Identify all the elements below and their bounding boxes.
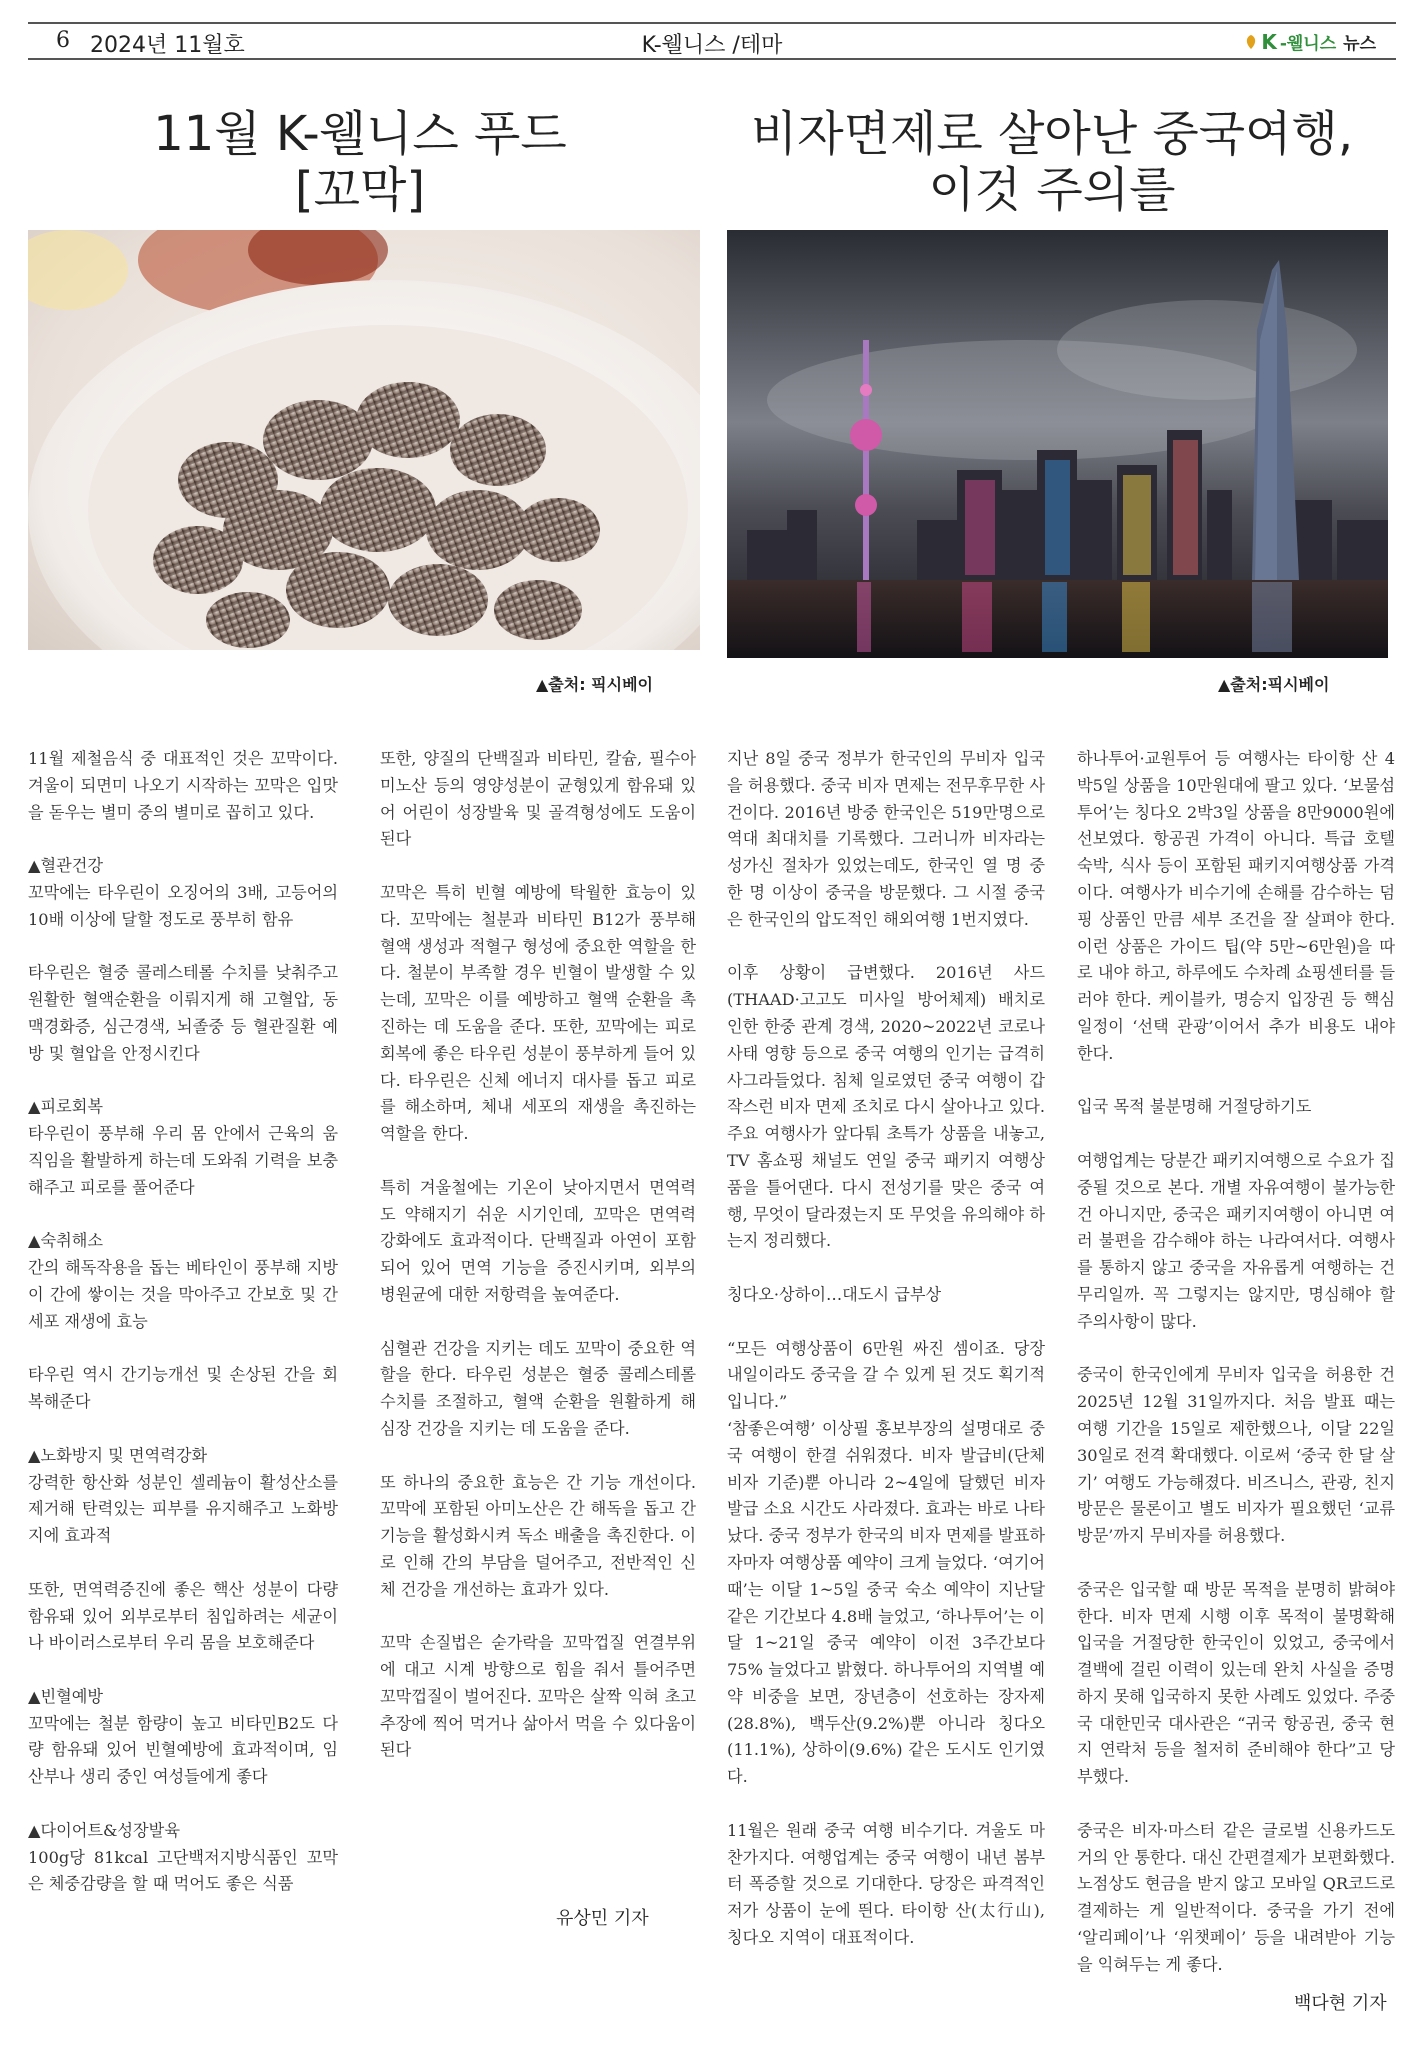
paragraph-text: 하나투어·교원투어 등 여행사는 타이항 산 4박5일 상품을 10만원대에 팔고 있다. ‘보물섬투어’는 칭다오 2박3일 상품을 8만9000원에 선보였다. 항공권 가격이 아니다. 특급 호텔 숙박, 식사 등이 포함된 패키지여행상품 가격이다. 여행사가 비수기에 손해를 감수하는 덤핑 상품인 만큼 세부 조건을 잘 살펴야 한다. 이런 상품은 가이드 팁(약 5만~6만원)을 따로 내야 하고, 하루에도 수차례 쇼핑센터를 들러야 한다. 케이블카, 명승지 입장권 등 핵심 일정이 ‘선택 관광’이어서 추가 비용도 내야 한다. <box>1077 749 1395 1063</box>
article-paragraph <box>727 1818 1045 1952</box>
article-paragraph <box>380 746 696 853</box>
article-paragraph <box>727 1282 1045 1309</box>
paragraph-text: 이후 상황이 급변했다. 2016년 사드(THAAD·고고도 미사일 방어체제) 배치로 인한 한중 관계 경색, 2020~2022년 코로나 사태 영향 등으로 중국 여행의 인기는 급격히 사그라들었다. 침체 일로였던 중국 여행이 갑작스런 비자 면제 조치로 다시 살아나고 있다. 주요 여행사가 앞다퉈 초특가 상품을 내놓고, TV 홈쇼핑 채널도 연일 중국 패키지 여행상품을 틀어댄다. 다시 전성기를 맞은 중국 여행, 무엇이 달라졌는지 또 무엇을 유의해야 하는지 정리했다. <box>727 963 1045 1251</box>
article-paragraph <box>1077 1818 1395 1979</box>
headline-line: 비자면제로 살아난 중국여행, <box>750 106 1354 162</box>
left-article-column-2 <box>380 746 696 1791</box>
article-paragraph <box>727 960 1045 1255</box>
paragraph-text: 또한, 양질의 단백질과 비타민, 칼슘, 필수아미노산 등의 영양성분이 균형있게 함유돼 있어 어린이 성장발육 및 골격형성에도 도움이 된다 <box>380 749 696 849</box>
article-paragraph <box>28 960 338 1067</box>
publication-logo <box>1244 29 1376 54</box>
paragraph-text: 11월 제철음식 중 대표적인 것은 꼬막이다. 겨울이 되면미 나오기 시작하는 꼬막은 입맛을 돋우는 별미 중의 별미로 꼽히고 있다. <box>28 749 338 822</box>
article-paragraph <box>380 1630 696 1764</box>
paragraph-text: 강력한 항산화 성분인 셀레늄이 활성산소를 제거해 탄력있는 피부를 유지해주고 노화방지에 효과적 <box>28 1472 338 1546</box>
subheading: ▲혈관건강 <box>28 856 103 876</box>
paragraph-text: 지난 8일 중국 정부가 한국인의 무비자 입국을 허용했다. 중국 비자 면제는 전무후무한 사건이다. 2016년 방중 한국인은 519만명으로 역대 최대치를 기록했다. 그러니까 비자라는 성가신 절차가 있었는데도, 한국인 열 명 중 한 명 이상이 중국을 방문했다. 그 시절 중국은 한국인의 압도적인 해외여행 1번지였다. <box>727 749 1045 929</box>
logo-news: 뉴스 <box>1343 34 1376 54</box>
article-paragraph <box>1077 746 1395 1068</box>
article-paragraph <box>727 1416 1045 1791</box>
paragraph-text: 심혈관 건강을 지키는 데도 꼬막이 중요한 역할을 한다. 타우린 성분은 혈중 콜레스테롤 수치를 조절하고, 혈액 순환을 원활하게 해 심장 건강을 지키는 데 도움을 준다. <box>380 1338 696 1438</box>
article-paragraph <box>28 1443 338 1550</box>
left-article-column-1 <box>28 746 338 1925</box>
paragraph-text: 입국 목적 불분명해 거절당하기도 <box>1077 1097 1312 1117</box>
right-article-column-1 <box>727 746 1045 1979</box>
paragraph-text: 중국이 한국인에게 무비자 입국을 허용한 건 2025년 12월 31일까지다. 처음 발표 때는 여행 기간을 15일로 제한했으나, 이달 22일 30일로 전격 확대했다. 이로써 ‘중국 한 달 살기’ 여행도 가능해졌다. 비즈니스, 관광, 친지 방문은 물론이고 별도 비자가 필요했던 ‘교류 방문’까지 무비자를 허용했다. <box>1077 1365 1395 1546</box>
article-paragraph <box>1077 1148 1395 1336</box>
logo-brand: -웰니스 <box>1279 34 1337 54</box>
shanghai-skyline-photo <box>727 230 1388 658</box>
paragraph-text: 꼬막에는 철분 함량이 높고 비타민B2도 다량 함유돼 있어 빈혈예방에 효과적이며, 임산부나 생리 중인 여성들에게 좋다 <box>28 1713 338 1787</box>
paragraph-text: 간의 해독작용을 돕는 베타인이 풍부해 지방이 간에 쌓이는 것을 막아주고 간보호 및 간세포 재생에 효능 <box>28 1258 338 1331</box>
paragraph-text: 타우린이 풍부해 우리 몸 안에서 근육의 움직임을 활발하게 하는데 도와줘 기력을 보충해주고 피로를 풀어준다 <box>28 1124 338 1197</box>
subheading: ▲다이어트&성장발육 <box>28 1820 180 1840</box>
paragraph-text: 11월은 원래 중국 여행 비수기다. 겨울도 마찬가지다. 여행업계는 중국 여행이 내년 봄부터 폭증할 것으로 기대한다. 당장은 파격적인 저가 상품이 눈에 띈다. 타이항 산(太行山), 칭다오 지역이 대표적이다. <box>727 1820 1045 1948</box>
headline-line: [꼬막] <box>294 162 426 218</box>
paragraph-text: 중국은 입국할 때 방문 목적을 분명히 밝혀야 한다. 비자 면제 시행 이후 목적이 불명확해 입국을 거절당한 한국인이 있었고, 중국에서 결백에 걸린 이력이 있는데 완치 사실을 증명하지 못해 입국하지 못한 사례도 있었다. 주중국 대한민국 대사관은 “귀국 항공권, 중국 현지 연락처 등을 철저히 준비해야 한다”고 당부했다. <box>1077 1579 1395 1787</box>
section-title: K-웰니스 /테마 <box>641 33 783 58</box>
article-paragraph <box>380 1175 696 1309</box>
article-paragraph <box>1077 1094 1395 1121</box>
headline-line: 11월 K-웰니스 푸드 <box>153 106 567 162</box>
article-paragraph <box>727 746 1045 934</box>
left-article-headline <box>90 106 630 218</box>
article-paragraph <box>28 853 338 933</box>
paragraph-text: 또한, 면역력증진에 좋은 핵산 성분이 다량 함유돼 있어 외부로부터 침입하려는 세균이나 바이러스로부터 우리 몸을 보호해준다 <box>28 1579 338 1653</box>
article-paragraph <box>380 880 696 1148</box>
subheading: ▲피로회복 <box>28 1097 103 1117</box>
paragraph-text: ‘참좋은여행’ 이상필 홍보부장의 설명대로 중국 여행이 한결 쉬워졌다. 비자 발급비(단체 비자 기준)뿐 아니라 2~4일에 달했던 비자 발급 소요 시간도 사라졌다. 효과는 바로 나타났다. 중국 정부가 한국의 비자 면제를 발표하자마자 여행상품 예약이 크게 늘었다. ‘여기어때’는 이달 1~5일 중국 숙소 예약이 지난달 같은 기간보다 4.8배 늘었고, ‘하나투어’는 이달 1~21일 중국 예약이 이전 3주간보다 75% 늘었다고 밝혔다. 하나투어의 지역별 예약 비중을 보면, 장년층이 선호하는 장자제(28.8%), 백두산(9.2%)뿐 아니라 칭다오(11.1%), 상하이(9.6%) 같은 도시도 인기였다. <box>727 1418 1045 1787</box>
page-header <box>28 22 1396 60</box>
paragraph-text: 또 하나의 중요한 효능은 간 기능 개선이다. 꼬막에 포함된 아미노산은 간 해독을 돕고 간 기능을 활성화시켜 독소 배출을 촉진한다. 이로 인해 간의 부담을 덜어주고, 전반적인 신체 건강을 개선하는 효과가 있다. <box>380 1472 696 1599</box>
paragraph-text: 꼬막 손질법은 숟가락을 꼬막껍질 연결부위에 대고 시계 방향으로 힘을 줘서 틀어주면 꼬막껍질이 벌어진다. 꼬막은 살짝 익혀 초고추장에 찍어 먹거나 삶아서 먹을 수 있다움이 된다 <box>380 1633 696 1760</box>
subheading: ▲노화방지 및 면역력강화 <box>28 1445 208 1465</box>
article-paragraph <box>380 1470 696 1604</box>
subheading: ▲숙취해소 <box>28 1231 103 1251</box>
article-paragraph <box>380 1336 696 1443</box>
left-article-byline: 유상민 기자 <box>556 1908 649 1929</box>
paragraph-text: 꼬막에는 타우린이 오징어의 3배, 고등어의 10배 이상에 달할 정도로 풍부히 함유 <box>28 882 338 929</box>
article-paragraph <box>1077 1362 1395 1550</box>
logo-k: K <box>1261 29 1277 54</box>
paragraph-text: 타우린은 혈중 콜레스테롤 수치를 낮춰주고 원활한 혈액순환을 이뤄지게 해 고혈압, 동맥경화증, 심근경색, 뇌졸중 등 혈관질환 예방 및 혈압을 안정시킨다 <box>28 963 338 1063</box>
right-article-column-2 <box>1077 746 1395 1979</box>
article-paragraph <box>28 1684 338 1791</box>
subheading: ▲빈혈예방 <box>28 1686 103 1706</box>
paragraph-text: 여행업계는 당분간 패키지여행으로 수요가 집중될 것으로 본다. 개별 자유여행이 불가능한 건 아니지만, 중국은 패키지여행이 아니면 여러 불편을 감수해야 하는 나라여서다. 여행사를 통하지 않고 중국을 자유롭게 여행하는 건 무리일까. 꼭 그렇지는 않지만, 명심해야 할 주의사항이 많다. <box>1077 1150 1395 1331</box>
issue-date: 2024년 11월호 <box>90 33 245 58</box>
clam-photo <box>28 230 700 650</box>
article-paragraph <box>1077 1577 1395 1791</box>
page-number: 6 <box>56 28 70 53</box>
article-paragraph <box>28 1577 338 1657</box>
article-paragraph <box>727 1336 1045 1416</box>
article-paragraph <box>28 1228 338 1335</box>
article-paragraph <box>28 746 338 826</box>
paragraph-text: 중국은 비자·마스터 같은 글로벌 신용카드도 거의 안 통한다. 대신 간편결제가 보편화했다. 노점상도 현금을 받지 않고 모바일 QR코드로 결제하는 게 일반적이다. 중국을 가기 전에 ‘알리페이’나 ‘위챗페이’ 등을 내려받아 기능을 익혀두는 게 좋다. <box>1077 1820 1395 1974</box>
right-photo-credit: ▲출처:픽시베이 <box>1218 675 1330 694</box>
paragraph-text: “모든 여행상품이 6만원 싸진 셈이죠. 당장 내일이라도 중국을 갈 수 있게 된 것도 획기적입니다.” <box>727 1338 1045 1412</box>
right-article-headline <box>712 106 1392 218</box>
paragraph-text: 특히 겨울철에는 기온이 낮아지면서 면역력도 약해지기 쉬운 시기인데, 꼬막은 면역력 강화에도 효과적이다. 단백질과 아연이 포함되어 있어 면역 기능을 증진시키며, 외부의 병원균에 대한 저항력을 높여준다. <box>380 1177 696 1304</box>
article-paragraph <box>28 1094 338 1201</box>
article-paragraph <box>28 1362 338 1416</box>
leaf-icon <box>1244 34 1258 50</box>
paragraph-text: 타우린 역시 간기능개선 및 손상된 간을 회복해준다 <box>28 1365 338 1412</box>
paragraph-text: 100g당 81kcal 고단백저지방식품인 꼬막은 체중감량을 할 때 먹어도 좋은 식품 <box>28 1847 338 1894</box>
headline-line: 이것 주의를 <box>928 162 1176 218</box>
right-article-byline: 백다현 기자 <box>1294 1993 1387 2014</box>
left-photo-credit: ▲출처: 픽시베이 <box>536 675 654 694</box>
paragraph-text: 꼬막은 특히 빈혈 예방에 탁월한 효능이 있다. 꼬막에는 철분과 비타민 B12가 풍부해 혈액 생성과 적혈구 형성에 중요한 역할을 한다. 철분이 부족할 경우 빈혈이 발생할 수 있는데, 꼬막은 이를 예방하고 혈액 순환을 촉진하는 데 도움을 준다. 또한, 꼬막에는 피로 회복에 좋은 타우린 성분이 풍부하게 들어 있다. 타우린은 신체 에너지 대사를 돕고 피로를 해소하며, 체내 세포의 재생을 촉진하는 역할을 한다. <box>380 882 696 1144</box>
article-paragraph <box>28 1818 338 1898</box>
paragraph-text: 칭다오·상하이…대도시 급부상 <box>727 1284 942 1304</box>
